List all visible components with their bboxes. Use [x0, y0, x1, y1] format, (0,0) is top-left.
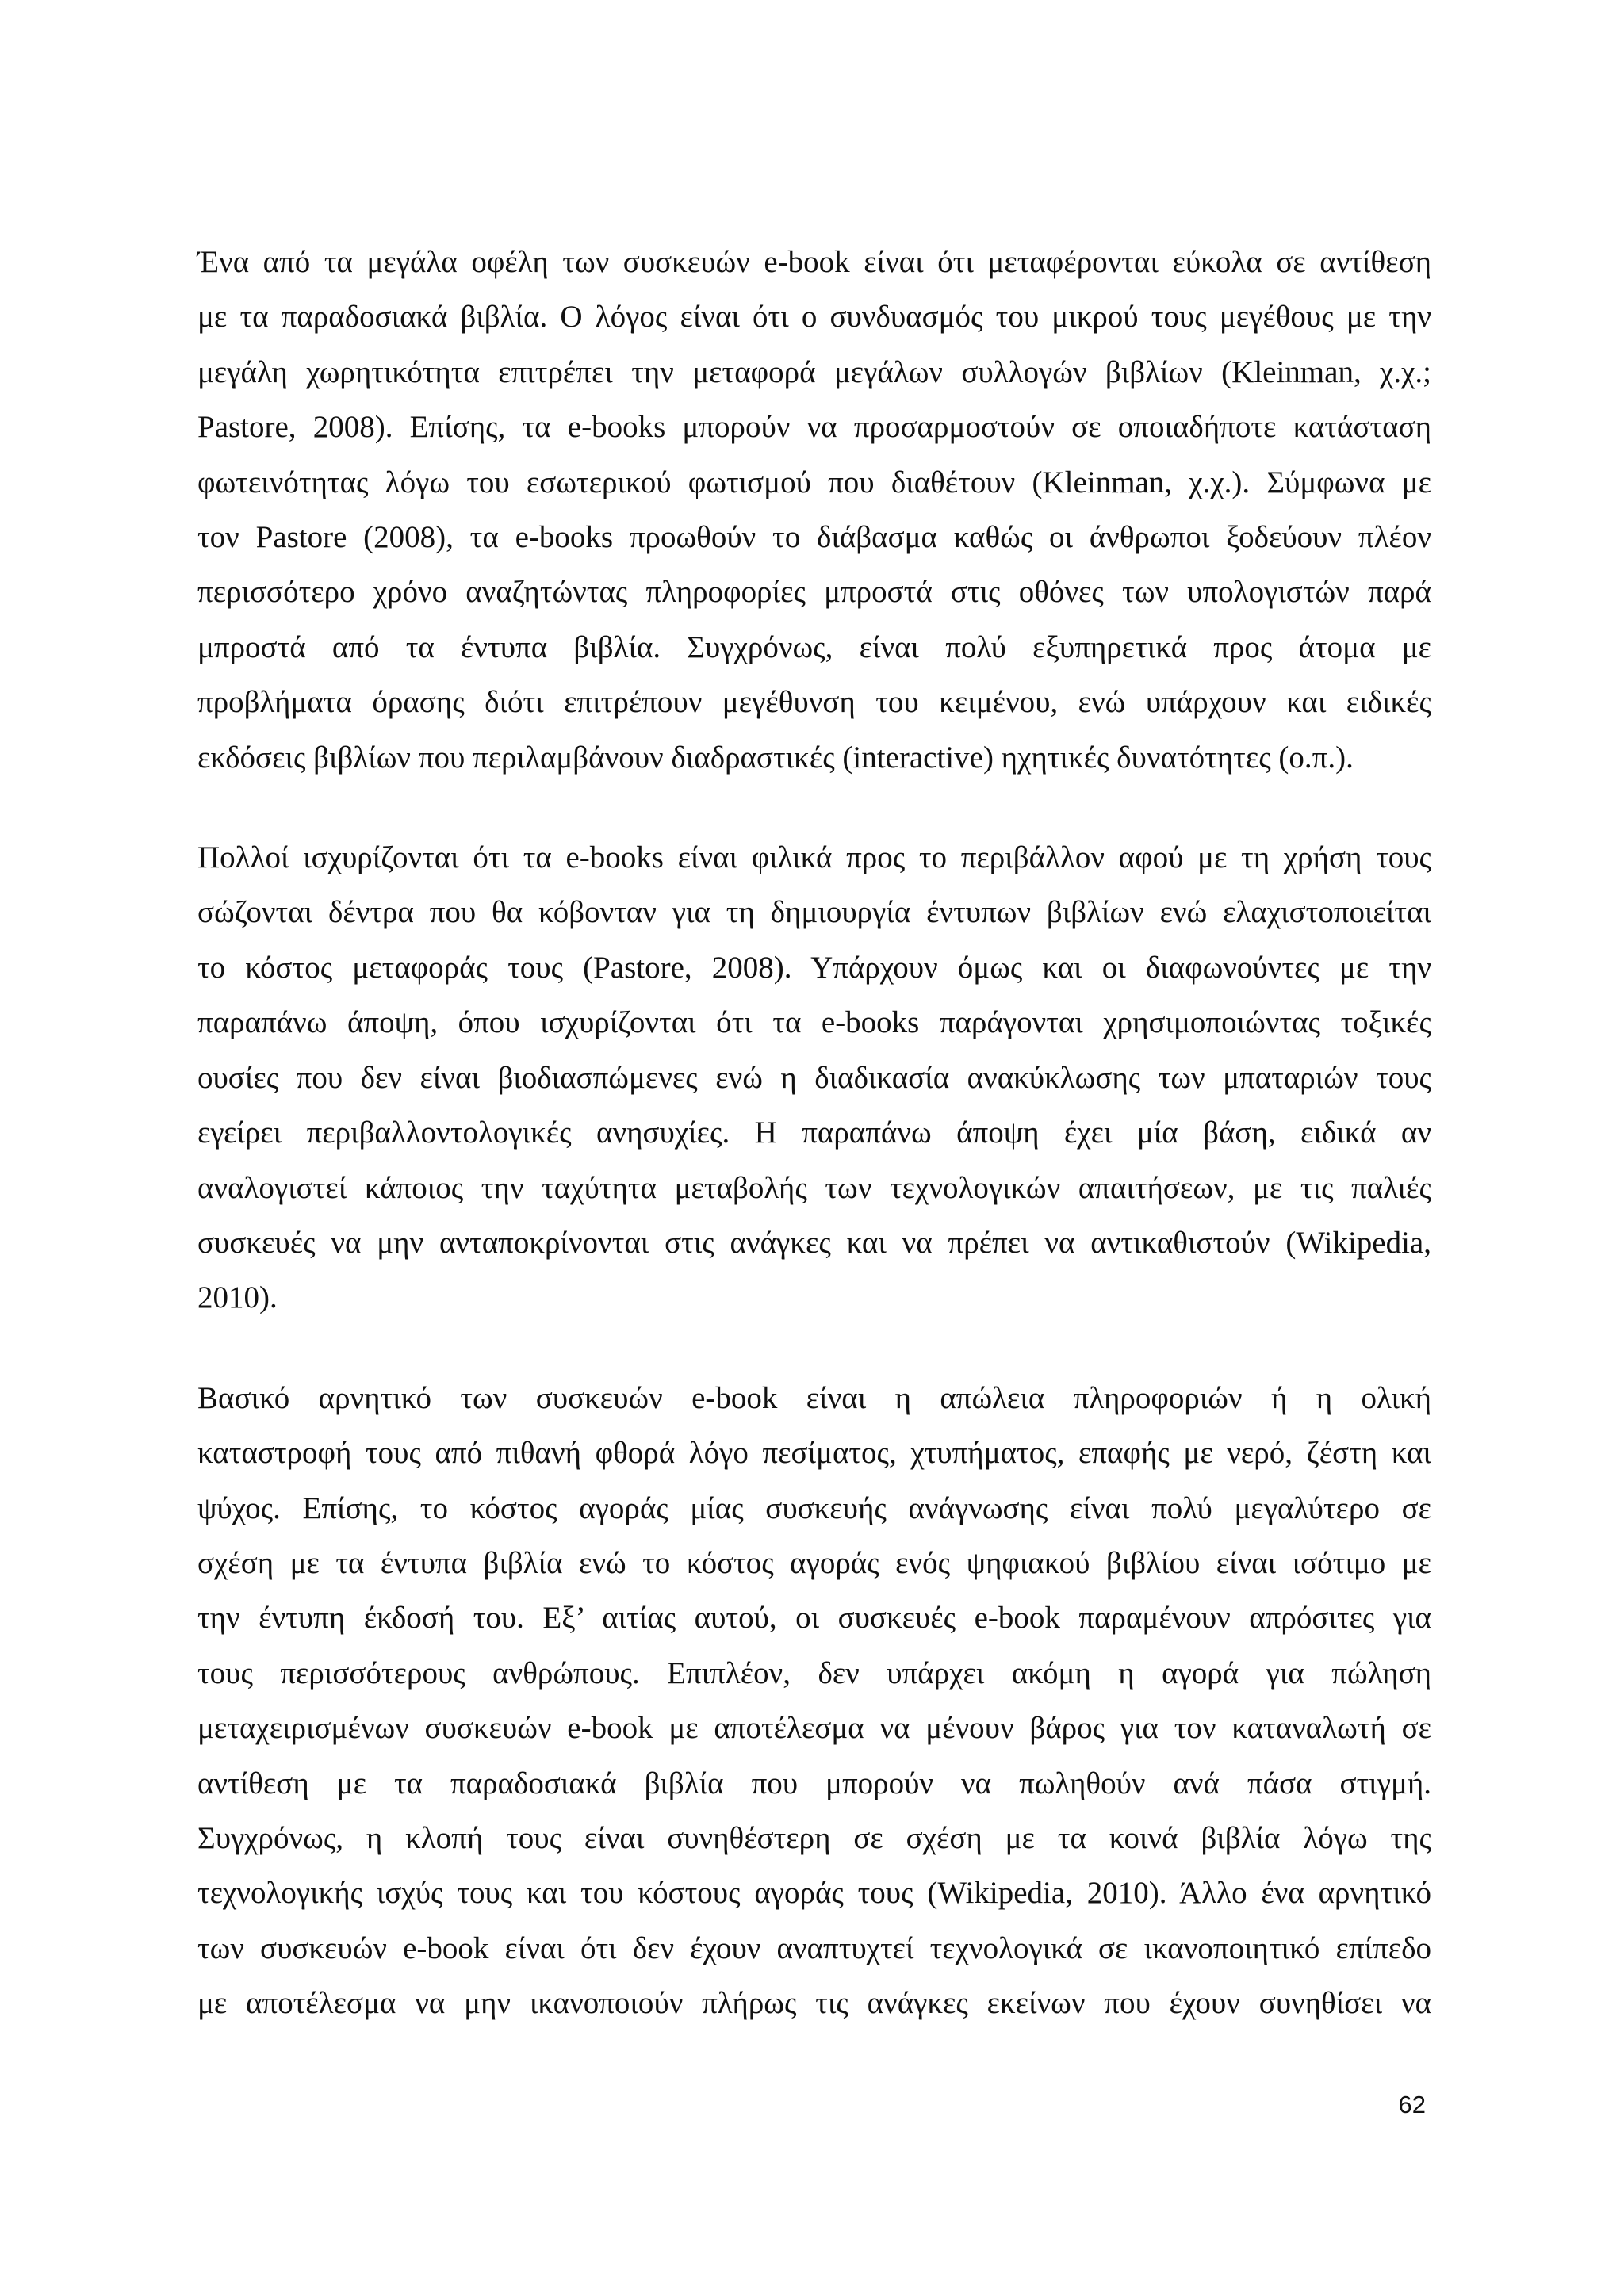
text-line: τεχνολογικής ισχύς τους και του κόστους αγοράς τους (Wikipedia, 2010). Άλλο ένα αρνητικό [197, 1876, 1431, 1911]
text-line: με τα παραδοσιακά βιβλία. Ο λόγος είναι ότι ο συνδυασμός του μικρού τους μεγέθους με την [197, 300, 1431, 335]
text-line: αναλογιστεί κάποιος την ταχύτητα μεταβολής των τεχνολογικών απαιτήσεων, με τις παλιές [197, 1170, 1431, 1205]
text-line: με αποτέλεσμα να μην ικανοποιούν πλήρως τις ανάγκες εκείνων που έχουν συνηθίσει να [197, 1986, 1431, 2021]
text-line: μεγάλη χωρητικότητα επιτρέπει την μεταφορά μεγάλων συλλογών βιβλίων (Kleinman, χ.χ.; [197, 354, 1431, 389]
text-line: Πολλοί ισχυρίζονται ότι τα e-books είναι φιλικά προς το περιβάλλον αφού με τη χρήση τους [197, 840, 1431, 875]
text-line: των συσκευών e-book είναι ότι δεν έχουν αναπτυχτεί τεχνολογικά σε ικανοποιητικό επίπεδο [197, 1931, 1431, 1965]
text-line: εγείρει περιβαλλοντολογικές ανησυχίες. Η παραπάνω άποψη έχει μία βάση, ειδικά αν [197, 1115, 1431, 1150]
text-line: μπροστά από τα έντυπα βιβλία. Συγχρόνως, είναι πολύ εξυπηρετικά προς άτομα με [197, 629, 1431, 664]
text-line: καταστροφή τους από πιθανή φθορά λόγο πεσίματος, χτυπήματος, επαφής με νερό, ζέστη και [197, 1436, 1431, 1471]
text-line: τους περισσότερους ανθρώπους. Επιπλέον, δεν υπάρχει ακόμη η αγορά για πώληση [197, 1655, 1431, 1690]
text-line: Pastore, 2008). Επίσης, τα e-books μπορούν να προσαρμοστούν σε οποιαδήποτε κατάσταση [197, 410, 1431, 445]
paragraph-2 [197, 830, 1431, 1326]
text-line: αντίθεση με τα παραδοσιακά βιβλία που μπορούν να πωληθούν ανά πάσα στιγμή. [197, 1766, 1431, 1800]
text-line: περισσότερο χρόνο αναζητώντας πληροφορίες μπροστά στις οθόνες των υπολογιστών παρά [197, 575, 1431, 610]
text-line: Συγχρόνως, η κλοπή τους είναι συνηθέστερη σε σχέση με τα κοινά βιβλία λόγω της [197, 1820, 1431, 1855]
text-line: την έντυπη έκδοσή του. Εξ’ αιτίας αυτού, οι συσκευές e-book παραμένουν απρόσιτες για [197, 1601, 1431, 1636]
paragraph-1 [197, 235, 1431, 785]
body-text [197, 235, 1431, 2076]
text-line: σχέση με τα έντυπα βιβλία ενώ το κόστος αγοράς ενός ψηφιακού βιβλίου είναι ισότιμο με [197, 1545, 1431, 1580]
text-line: μεταχειρισμένων συσκευών e-book με αποτέλεσμα να μένουν βάρος για τον καταναλωτή σε [197, 1711, 1431, 1746]
text-line: τον Pastore (2008), τα e-books προωθούν το διάβασμα καθώς οι άνθρωποι ξοδεύουν πλέον [197, 520, 1431, 555]
page-number: 62 [1398, 2091, 1426, 2118]
text-line: ψύχος. Επίσης, το κόστος αγοράς μίας συσκευής ανάγνωσης είναι πολύ μεγαλύτερο σε [197, 1490, 1431, 1525]
text-line: εκδόσεις βιβλίων που περιλαμβάνουν διαδραστικές (interactive) ηχητικές δυνατότητες (ο.π.). [197, 740, 1354, 775]
text-line: Ένα από τα μεγάλα οφέλη των συσκευών e-book είναι ότι μεταφέρονται εύκολα σε αντίθεση [197, 245, 1431, 279]
text-line: φωτεινότητας λόγω του εσωτερικού φωτισμού που διαθέτουν (Kleinman, χ.χ.). Σύμφωνα με [197, 465, 1431, 499]
text-line: σώζονται δέντρα που θα κόβονταν για τη δημιουργία έντυπων βιβλίων ενώ ελαχιστοποιείται [197, 895, 1431, 930]
text-line: Βασικό αρνητικό των συσκευών e-book είναι η απώλεια πληροφοριών ή η ολική [197, 1380, 1431, 1415]
paragraph-3 [197, 1371, 1431, 2031]
text-line: 2010). [197, 1280, 278, 1315]
text-line: παραπάνω άποψη, όπου ισχυρίζονται ότι τα e-books παράγονται χρησιμοποιώντας τοξικές [197, 1005, 1431, 1040]
text-line: ουσίες που δεν είναι βιοδιασπώμενες ενώ η διαδικασία ανακύκλωσης των μπαταριών τους [197, 1060, 1431, 1095]
text-line: συσκευές να μην ανταποκρίνονται στις ανάγκες και να πρέπει να αντικαθιστούν (Wikipedia, [197, 1225, 1431, 1260]
text-line: προβλήματα όρασης διότι επιτρέπουν μεγέθυνση του κειμένου, ενώ υπάρχουν και ειδικές [197, 685, 1431, 720]
text-line: το κόστος μεταφοράς τους (Pastore, 2008). Υπάρχουν όμως και οι διαφωνούντες με την [197, 950, 1431, 985]
